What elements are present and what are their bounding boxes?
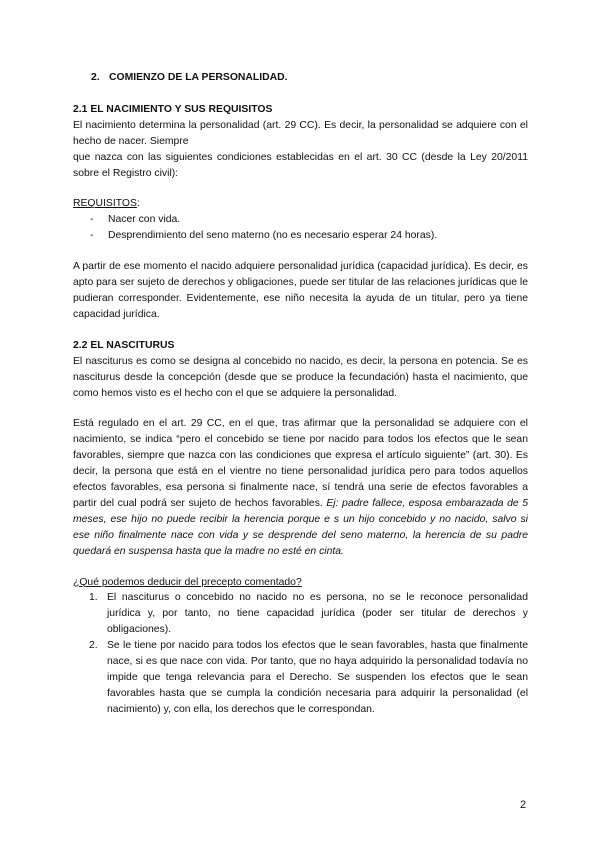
section-number: 2.: [91, 72, 100, 83]
section-title: COMIENZO DE LA PERSONALIDAD.: [109, 72, 288, 83]
deductions-list: [73, 590, 528, 717]
list-item: - Nacer con vida.: [90, 212, 528, 228]
requisitos-list: [73, 212, 528, 244]
s22-paragraph-2: Está regulado en el art. 29 CC, en el que, tras afirmar que la personalidad se adquiere con el nacimiento, se indica “pero el concebido se tiene por nacido para todos los efectos que le sean favorables, siempre que nazca con las condiciones que expresa el artículo siguiente” (art. 30). Es decir, la persona que está en el vientre no tiene personalidad jurídica pero para todos aquellos efectos favorables, esa persona si finalmente nace, sí tendrá una serie de efectos favorables a partir del cual podrá ser sujeto de hechos favorables. Ej: padre fallece, esposa embarazada de 5 meses, ese hijo no puede recibir la herencia porque e s un hijo concebido y no nacido, salvo si ese niño finalmente nace con vida y se desprende del seno materno, la herencia de su padre quedará en suspensa hasta que la madre no esté en cinta.: [73, 418, 528, 557]
s22-paragraph-1: El nasciturus es como se designa al concebido no nacido, es decir, la persona en potencia. Se es nasciturus desde la concepción (desde que se produce la fecundación) hasta el nacimiento, que como hemos visto es el hecho con el que se adquiere la personalidad.: [73, 355, 528, 399]
s21-paragraph: A partir de ese momento el nacido adquiere personalidad jurídica (capacidad jurídica). Es decir, es apto para ser sujeto de derechos y obligaciones, puede ser titular de las relaciones jurídicas que le pudieran corresponder. Evidentemente, ese niño necesita la ayuda de un titular, pero ya tiene capacidad jurídica.: [73, 261, 528, 320]
subsection-2-2-title: 2.2 EL NASCITURUS: [73, 339, 175, 351]
section-heading: [91, 70, 528, 86]
s21-intro-1: El nacimiento determina la personalidad (art. 29 CC). Es decir, la personalidad se adquiere con el hecho de nacer. Siempre: [73, 119, 528, 147]
requisitos-label: REQUISITOS:: [73, 198, 140, 210]
page-number: 2: [520, 799, 527, 811]
list-item: - Desprendimiento del seno materno (no es necesario esperar 24 horas).: [90, 228, 528, 244]
s21-intro-2: que nazca con las siguientes condiciones establecidas en el art. 30 CC (desde la Ley 20/2011 sobre el Registro civil):: [73, 151, 528, 179]
list-item: 1. El nasciturus o concebido no nacido no es persona, no se le reconoce personalidad jurídica y, por tanto, no tiene capacidad jurídica (poder ser titular de derechos y obligaciones).: [89, 592, 528, 636]
example-text: Ej: padre fallece, esposa embarazada de 5 meses, ese hijo no puede recibir la herencia porque e s un hijo concebido y no nacido, salvo si ese niño finalmente nace con vida y se desprende del seno materno, la herencia de su padre quedará en suspensa hasta que la madre no esté en cinta.: [73, 497, 528, 557]
list-item: 2. Se le tiene por nacido para todos los efectos que le sean favorables, hasta que finalmente nace, si es que nace con vida. Por tanto, que no haya adquirido la personalidad todavía no impide que tenga relevancia para el Derecho. Se suspenden los efectos que le sean favorables hasta que se cumpla la condición necesaria para adquirir la personalidad (el nacimiento) y, con ella, los derechos que le correspondan.: [89, 640, 528, 715]
question-heading: ¿Qué podemos deducir del precepto comentado?: [73, 576, 302, 588]
page-content: [73, 70, 528, 718]
subsection-2-1-title: 2.1 EL NACIMIENTO Y SUS REQUISITOS: [73, 103, 273, 115]
